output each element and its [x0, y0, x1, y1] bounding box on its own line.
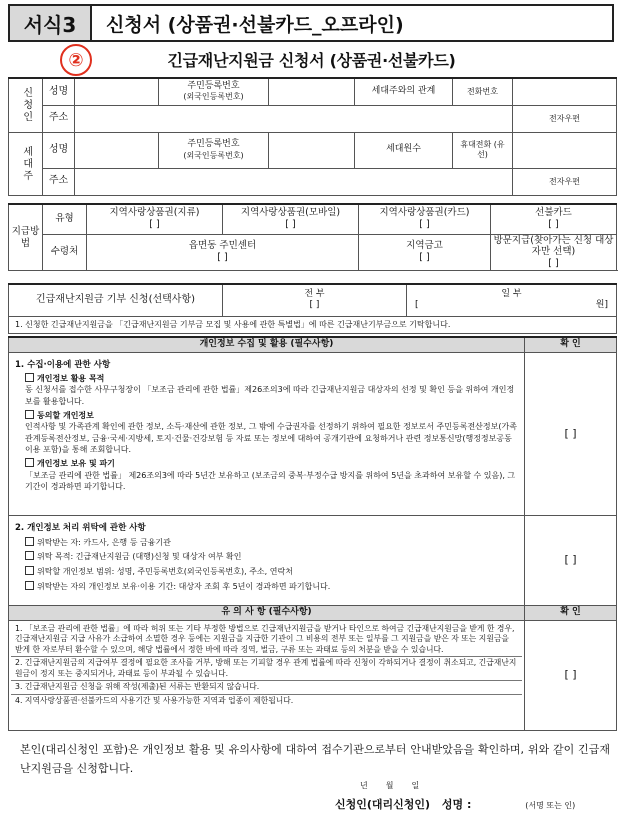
notes-confirm-header: 확 인	[525, 605, 617, 620]
payment-type-label: 유형	[43, 204, 87, 234]
applicant-rrn-label: 주민등록번호 (외국인등록번호)	[159, 78, 269, 105]
householder-members-label: 세대원수	[355, 132, 453, 168]
privacy-confirm-2[interactable]: [ ]	[525, 515, 617, 605]
householder-address-label: 주소	[43, 168, 75, 195]
householder-address-field[interactable]	[75, 168, 513, 195]
personal-info-table	[8, 77, 617, 196]
privacy-confirm-header: 확 인	[525, 337, 617, 352]
privacy-title: 개인정보 수집 및 활용 (필수사항)	[9, 337, 525, 352]
signature-line: 신청인(대리신청인) 성명 : (서명 또는 인)	[335, 798, 576, 811]
donation-table	[8, 283, 617, 334]
donation-all[interactable]: 전 부 [ ]	[223, 284, 407, 316]
checkbox-icon	[25, 410, 34, 419]
form-header	[8, 4, 614, 42]
householder-mobile-field[interactable]	[513, 132, 617, 168]
payment-group-label: 지급방법	[9, 204, 43, 271]
applicant-phone-label: 전화번호	[453, 78, 513, 105]
notes-title: 유 의 사 항 (필수사항)	[9, 605, 525, 620]
consent-table	[8, 336, 617, 731]
type-prepaid-card[interactable]: 선불카드 [ ]	[491, 204, 617, 234]
declaration-text: 본인(대리신청인 포함)은 개인정보 활용 및 유의사항에 대하여 접수기관으로부터 안내받았음을 확인하며, 위와 같이 긴급재난지원금을 신청합니다.	[20, 743, 610, 776]
householder-name-label: 성명	[43, 132, 75, 168]
checkbox-icon	[25, 581, 34, 590]
privacy-section-1: 1. 수집·이용에 관한 사항 개인정보 활용 목적 동 신청서를 접수한 사무구청장이 「보조금 관리에 관한 법률」제26조의3에 따라 긴급재난지원금 대상자의 선정 및 확인 등을 위하여 개인정보를 활용합니다. 동의할 개인정보 인적사항 및 가족관계 확인에 관한 정보, 소득·재산에 관한 정보, 그 밖에 수급권자를 선정하기 위하여 필요한 정보로서 주민등록전산정보(가족관계등록전산정보, 금융·국세·지방세, 토지·건물·건강보험 등 자료 또는 정보에 대하여 공개기관에 요청하거나 관련 정보통신망(행정정보공동이용 포함)을 통해 조회합니다. 개인정보 보유 및 파기 「보조금 관리에 관한 법률」 제26조의3에 따라 5년간 보유하고 (보조금의 중복·부정수급 방지를 위하여 5년을 초과하여 보유할 수 있음), 그 기간이 경과하면 파기합니다.	[9, 352, 525, 515]
note-item: 1. 「보조금 관리에 관한 법률」에 따라 허위 또는 기타 부정한 방법으로 긴급재난지원금을 받거나 타인으로 하여금 긴급재난지원금을 받게 한 경우, 긴급재난지원금 지급 사유가 소급하여 소멸한 경우 등에는 지원금을 지급한 기관이 그 비용의 전부 또는 일부를 그 지원금을 받은 자 또는 지원금을 받게 한 자로부터 환수할 수 있으며, 해당 법률에서 정한 바에 따라 징역, 벌금, 구류 또는 과태료 등의 처분을 받을 수 있습니다.	[15, 623, 515, 654]
type-paper-voucher[interactable]: 지역사랑상품권(지류) [ ]	[87, 204, 223, 234]
signature-name-label: 성명 :	[441, 798, 472, 811]
place-community-center[interactable]: 읍면동 주민센터 [ ]	[87, 234, 359, 271]
privacy-confirm-1[interactable]: [ ]	[525, 352, 617, 515]
donation-part[interactable]: 일 부 [ 원]	[407, 284, 617, 316]
checkbox-icon	[25, 566, 34, 575]
applicant-name-field[interactable]	[75, 78, 159, 105]
note-item: 4. 지역사랑상품권·선불카드의 사용기간 및 사용가능한 지역과 업종이 제한됩니다.	[11, 694, 522, 708]
checkbox-icon	[25, 537, 34, 546]
form-title: 긴급재난지원금 신청서 (상품권·선불카드)	[167, 51, 456, 70]
householder-mobile-label: 휴대전화 (유선)	[453, 132, 513, 168]
note-item: 2. 긴급재난지원금의 지급여부 결정에 필요한 조사를 거부, 방해 또는 기피할 경우 관계 법률에 따라 신청이 각하되거나 결정이 취소되고, 긴급재난지원금이 정지 또는 중지되거나, 과태료 등이 부과될 수 있습니다.	[11, 656, 522, 680]
type-mobile-voucher[interactable]: 지역사랑상품권(모바일) [ ]	[223, 204, 359, 234]
privacy-section-2: 2. 개인정보 처리 위탁에 관한 사항 위탁받는 자: 카드사, 은행 등 금융기관 위탁 목적: 긴급재난지원금 (대행)신청 및 대상자 여부 확인 위탁할 개인정보 범위: 성명, 주민등록번호(외국인등록번호), 주소, 연락처 위탁받는 자의 개인정보 보유·이용 기간: 대상자 조회 후 5년이 경과하면 파기합니다.	[9, 515, 525, 605]
householder-group-label: 세대주	[9, 132, 43, 195]
notes-confirm[interactable]: [ ]	[525, 620, 617, 730]
donation-note: 1. 신청한 긴급재난지원금을 「긴급재난지원금 기부금 모집 및 사용에 관한 특별법」에 따른 긴급재난기부금으로 기탁합니다.	[9, 316, 617, 333]
applicant-address-label: 주소	[43, 105, 75, 132]
payment-receive-label: 수령처	[43, 234, 87, 271]
checkbox-icon	[25, 458, 34, 467]
place-local-bank[interactable]: 지역금고 [ ]	[359, 234, 491, 271]
applicant-email-label: 전자우편	[513, 105, 617, 132]
type-card-voucher[interactable]: 지역사랑상품권(카드) [ ]	[359, 204, 491, 234]
form-code: 서식3	[10, 6, 92, 40]
checkbox-icon	[25, 551, 34, 560]
donation-label: 긴급재난지원금 기부 신청(선택사항)	[9, 284, 223, 316]
applicant-name-label: 성명	[43, 78, 75, 105]
date-line: 년월일	[360, 781, 438, 790]
payment-method-table	[8, 203, 617, 271]
checkbox-icon	[25, 373, 34, 382]
applicant-group-label: 신청인	[9, 78, 43, 132]
form-header-title: 신청서 (상품권·선불카드_오프라인)	[106, 13, 404, 36]
number-badge: ②	[60, 44, 92, 76]
applicant-relation-label: 세대주와의 관계	[355, 78, 453, 105]
applicant-address-field[interactable]	[75, 105, 513, 132]
note-item: 3. 긴급재난지원금 신청을 위해 작성(제출)된 서류는 반환되지 않습니다.	[11, 680, 522, 694]
notes-list	[9, 620, 525, 730]
householder-name-field[interactable]	[75, 132, 159, 168]
place-visit[interactable]: 방문지급(찾아가는 신청 대상자만 선택) [ ]	[491, 234, 617, 271]
householder-email-label: 전자우편	[513, 168, 617, 195]
applicant-phone-field[interactable]	[513, 78, 617, 105]
signature-hint: (서명 또는 인)	[525, 801, 576, 810]
householder-rrn-field[interactable]	[269, 132, 355, 168]
applicant-rrn-field[interactable]	[269, 78, 355, 105]
householder-rrn-label: 주민등록번호 (외국인등록번호)	[159, 132, 269, 168]
